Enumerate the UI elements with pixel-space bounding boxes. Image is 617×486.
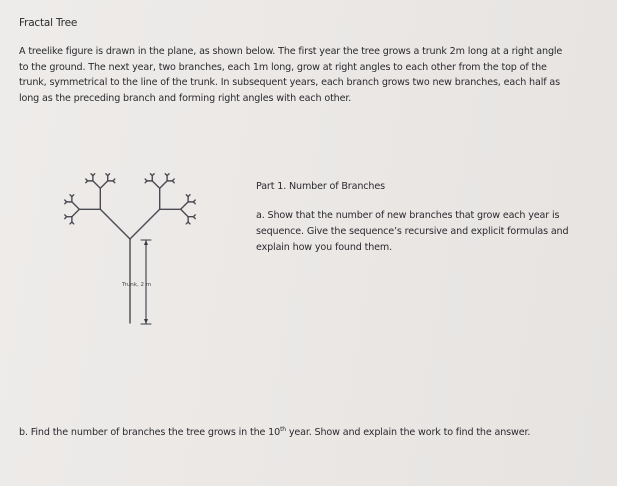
page-title: Fractal Tree	[19, 17, 78, 29]
tree-branch	[130, 209, 160, 239]
question-b-ordinal: th	[280, 425, 286, 433]
part1-heading: Part 1. Number of Branches	[256, 181, 385, 192]
tree-branch	[167, 174, 169, 176]
tree-branch	[193, 202, 195, 204]
tree-branch	[152, 181, 159, 188]
tree-branch	[172, 181, 174, 183]
tree-branch	[72, 195, 74, 197]
tree-branch	[86, 179, 88, 181]
tree-branch	[113, 181, 115, 183]
tree-branch	[65, 200, 67, 202]
question-b	[19, 425, 579, 441]
tree-branch	[160, 181, 167, 188]
tree-branch	[93, 174, 95, 176]
tree-branch	[145, 179, 147, 181]
tree-branch	[193, 217, 195, 219]
tree-branch	[100, 209, 130, 239]
tree-branch	[181, 202, 188, 209]
tree-branch	[188, 195, 190, 197]
question-a: a. Show that the number of new branches that grow each year is sequence. Give the sequence’s recursive and explicit formulas and explain how you found them.	[256, 210, 569, 253]
intro-paragraph: A treelike figure is drawn in the plane, as shown below. The first year the tree grows a trunk 2m long at a right angle to the ground. The next year, two branches, each 1m long, grow at right angles to each other from the top of the trunk, symmetrical to the line of the trunk. In subsequent years, each branch grows two new branches, each half as long as the preceding branch and forming right angles with each other.	[19, 46, 563, 104]
question-b-text: b. Find the number of branches the tree grows in the 10	[19, 427, 281, 438]
tree-branch	[100, 181, 107, 188]
tree-branch	[186, 222, 188, 224]
tree-branch	[181, 209, 188, 216]
tree-branch	[65, 215, 67, 217]
question-b-text-end: year. Show and explain the work to find the answer.	[285, 427, 531, 438]
tree-branches	[65, 174, 195, 323]
tree-branch	[108, 174, 110, 176]
fractal-tree-figure	[50, 168, 230, 333]
trunk-label: Trunk, 2 m	[122, 282, 152, 288]
tree-branch	[72, 202, 79, 209]
tree-branch	[93, 181, 100, 188]
tree-branch	[72, 209, 79, 216]
tree-branch	[70, 222, 72, 224]
tree-branch	[152, 174, 154, 176]
